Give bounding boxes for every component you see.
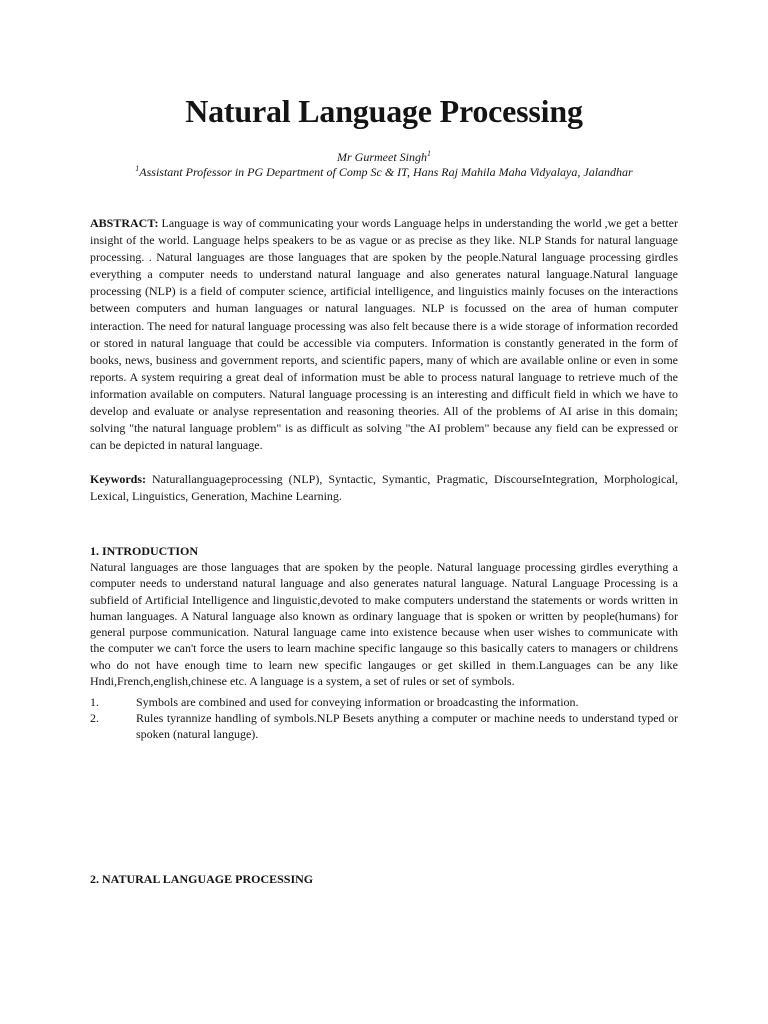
introduction-paragraph: Natural languages are those languages that are spoken by the people. Natural language processing girdles everything a computer needs to understand natural language and also generates natural language. Natural Language Processing is a subfield of Artificial Intelligence and linguistic,devoted to make computers understand the statements or words written in human languages. A Natural language also known as ordinary language that is spoken or written by people(humans) for general purpose communication. Natural language came into existence because when user wishes to communicate with the computer we can't force the users to learn machine specific langauge so this basically caters to managers or childrens who do not have enough time to learn new specific langauges or get skilled in them.Languages can be any like Hndi,French,english,chinese etc. A language is a system, a set of rules or set of symbols. bbox=[90, 560, 678, 689]
paper-title: Natural Language Processing bbox=[185, 93, 583, 129]
list-item bbox=[90, 694, 678, 710]
author-superscript: 1 bbox=[427, 149, 431, 158]
section-heading-introduction: 1. INTRODUCTION bbox=[90, 544, 199, 558]
abstract-label: ABSTRACT: bbox=[90, 216, 159, 230]
abstract-text: Language is way of communicating your words Language helps in understanding the world ,we get a better insight of the world. Language helps speakers to be as vague or as precise as they like. NLP Stands for natural language processing. . Natural languages are those languages that are spoken by the people.Natural language processing girdles everything a computer needs to understand natural language and also generates natural language.Natural language processing (NLP) is a field of computer science, artificial intelligence, and linguistics mainly focuses on the interactions between computers and human languages or natural languages. NLP is focussed on the area of human computer interaction. The need for natural language processing was also felt because there is a wide storage of information recorded or stored in natural language that could be accessible via computers. Information is constantly generated in the form of books, news, business and government reports, and scientific papers, many of which are available online or even in some reports. A system requiring a great deal of information must be able to process natural language to retrieve much of the information available on computers. Natural language processing is an interesting and difficult field in which we have to develop and evaluate or analyse representation and reasoning theories. All of the problems of AI arise in this domain; solving "the natural language problem" is as difficult as solving "the AI problem" because any field can be expressed or can be depicted in natural language. bbox=[90, 216, 678, 453]
keywords-paragraph bbox=[90, 471, 678, 505]
affiliation-superscript: 1 bbox=[135, 164, 140, 173]
abstract-paragraph bbox=[90, 215, 678, 454]
keywords-label: Keywords: bbox=[90, 472, 146, 486]
list-item-number: 1. bbox=[90, 695, 99, 709]
list-item-number: 2. bbox=[90, 711, 99, 725]
keywords-text: Naturallanguageprocessing (NLP), Syntactic, Symantic, Pragmatic, DiscourseIntegration, Morphological, Lexical, Linguistics, Generation, Machine Learning. bbox=[90, 472, 678, 504]
affiliation-text: Assistant Professor in PG Department of Comp Sc & IT, Hans Raj Mahila Maha Vidyalaya, Jalandhar bbox=[139, 165, 633, 179]
author-name: Mr Gurmeet Singh bbox=[337, 150, 427, 164]
list-item-text: Rules tyrannize handling of symbols.NLP Besets anything a computer or machine needs to understand typed or spoken (natural languge). bbox=[136, 711, 678, 742]
section-heading-nlp: 2. NATURAL LANGUAGE PROCESSING bbox=[90, 872, 314, 886]
list-item-text: Symbols are combined and used for conveying information or broadcasting the information. bbox=[136, 695, 579, 709]
author-line bbox=[0, 150, 768, 165]
affiliation-line bbox=[0, 165, 768, 180]
list-item bbox=[90, 710, 678, 743]
